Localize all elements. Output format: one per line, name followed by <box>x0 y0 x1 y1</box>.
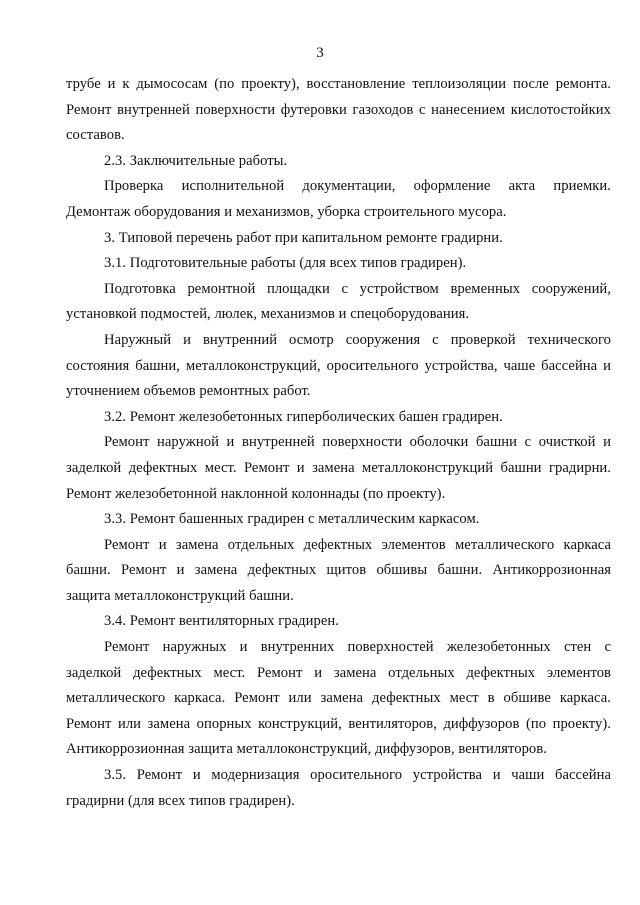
paragraph <box>66 328 611 405</box>
text-line: Демонтаж оборудования и механизмов, уборка строительного мусора. <box>66 203 507 220</box>
text-line: Ремонт наружных и внутренних поверхностей железобетонных стен с <box>104 639 611 656</box>
section-heading <box>66 149 611 175</box>
text-line: 2.3. Заключительные работы. <box>104 152 288 169</box>
text-line: защита металлоконструкций башни. <box>66 587 294 604</box>
text-line: Проверка исполнительной документации, оформление акта приемки. <box>104 178 611 195</box>
text-line: 3.3. Ремонт башенных градирен с металлическим каркасом. <box>104 511 480 528</box>
text-line: 3.5. Ремонт и модернизация оросительного устройства и чаши бассейна <box>104 767 611 784</box>
page-number: 3 <box>316 45 324 61</box>
text-line: составов. <box>66 127 125 144</box>
text-line: 3.4. Ремонт вентиляторных градирен. <box>104 613 339 630</box>
text-line: Подготовка ремонтной площадки с устройством временных сооружений, <box>104 280 611 297</box>
section-heading <box>66 507 611 533</box>
text-line: градирни (для всех типов градирен). <box>66 792 295 809</box>
paragraph <box>66 763 611 814</box>
text-line: 3.1. Подготовительные работы (для всех типов градирен). <box>104 255 467 272</box>
text-line: металлического каркаса. Ремонт или замена дефектных мест в обшиве каркаса. <box>66 690 611 707</box>
text-line: башни. Ремонт и замена дефектных щитов обшивы башни. Антикоррозионная <box>66 562 611 579</box>
text-line: Ремонт железобетонной наклонной колоннады (по проекту). <box>66 485 446 502</box>
text-line: Наружный и внутренний осмотр сооружения с проверкой технического <box>104 331 611 348</box>
paragraph <box>66 174 611 225</box>
text-line: установкой подмостей, люлек, механизмов и спецоборудования. <box>66 306 470 323</box>
paragraph <box>66 533 611 610</box>
text-line: Антикоррозионная защита металлоконструкций, диффузоров, вентиляторов. <box>66 741 547 758</box>
section-heading <box>66 405 611 431</box>
text-line: заделкой дефектных мест. Ремонт и замена отдельных дефектных элементов <box>66 664 611 681</box>
paragraph <box>66 277 611 328</box>
text-line: Ремонт или замена опорных конструкций, вентиляторов, диффузоров (по проекту). <box>66 715 611 732</box>
paragraph <box>66 430 611 507</box>
text-line: 3. Типовой перечень работ при капитальном ремонте градирни. <box>104 229 503 246</box>
text-line: заделкой дефектных мест. Ремонт и замена металлоконструкций башни градирни. <box>66 459 611 476</box>
document-body <box>66 72 611 814</box>
text-line: Ремонт внутренней поверхности футеровки газоходов с нанесением кислотостойких <box>66 101 611 118</box>
text-line: уточнением объемов ремонтных работ. <box>66 383 311 400</box>
section-heading <box>66 251 611 277</box>
text-line: состояния башни, металлоконструкций, оросительного устройства, чаше бассейна и <box>66 357 611 374</box>
paragraph <box>66 72 611 149</box>
text-line: Ремонт и замена отдельных дефектных элементов металлического каркаса <box>104 536 611 553</box>
text-line: Ремонт наружной и внутренней поверхности оболочки башни с очисткой и <box>104 434 611 451</box>
text-line: 3.2. Ремонт железобетонных гиперболических башен градирен. <box>104 408 503 425</box>
text-line: трубе и к дымососам (по проекту), восстановление теплоизоляции после ремонта. <box>66 76 611 92</box>
paragraph <box>66 635 611 763</box>
section-heading <box>66 226 611 252</box>
section-heading <box>66 609 611 635</box>
